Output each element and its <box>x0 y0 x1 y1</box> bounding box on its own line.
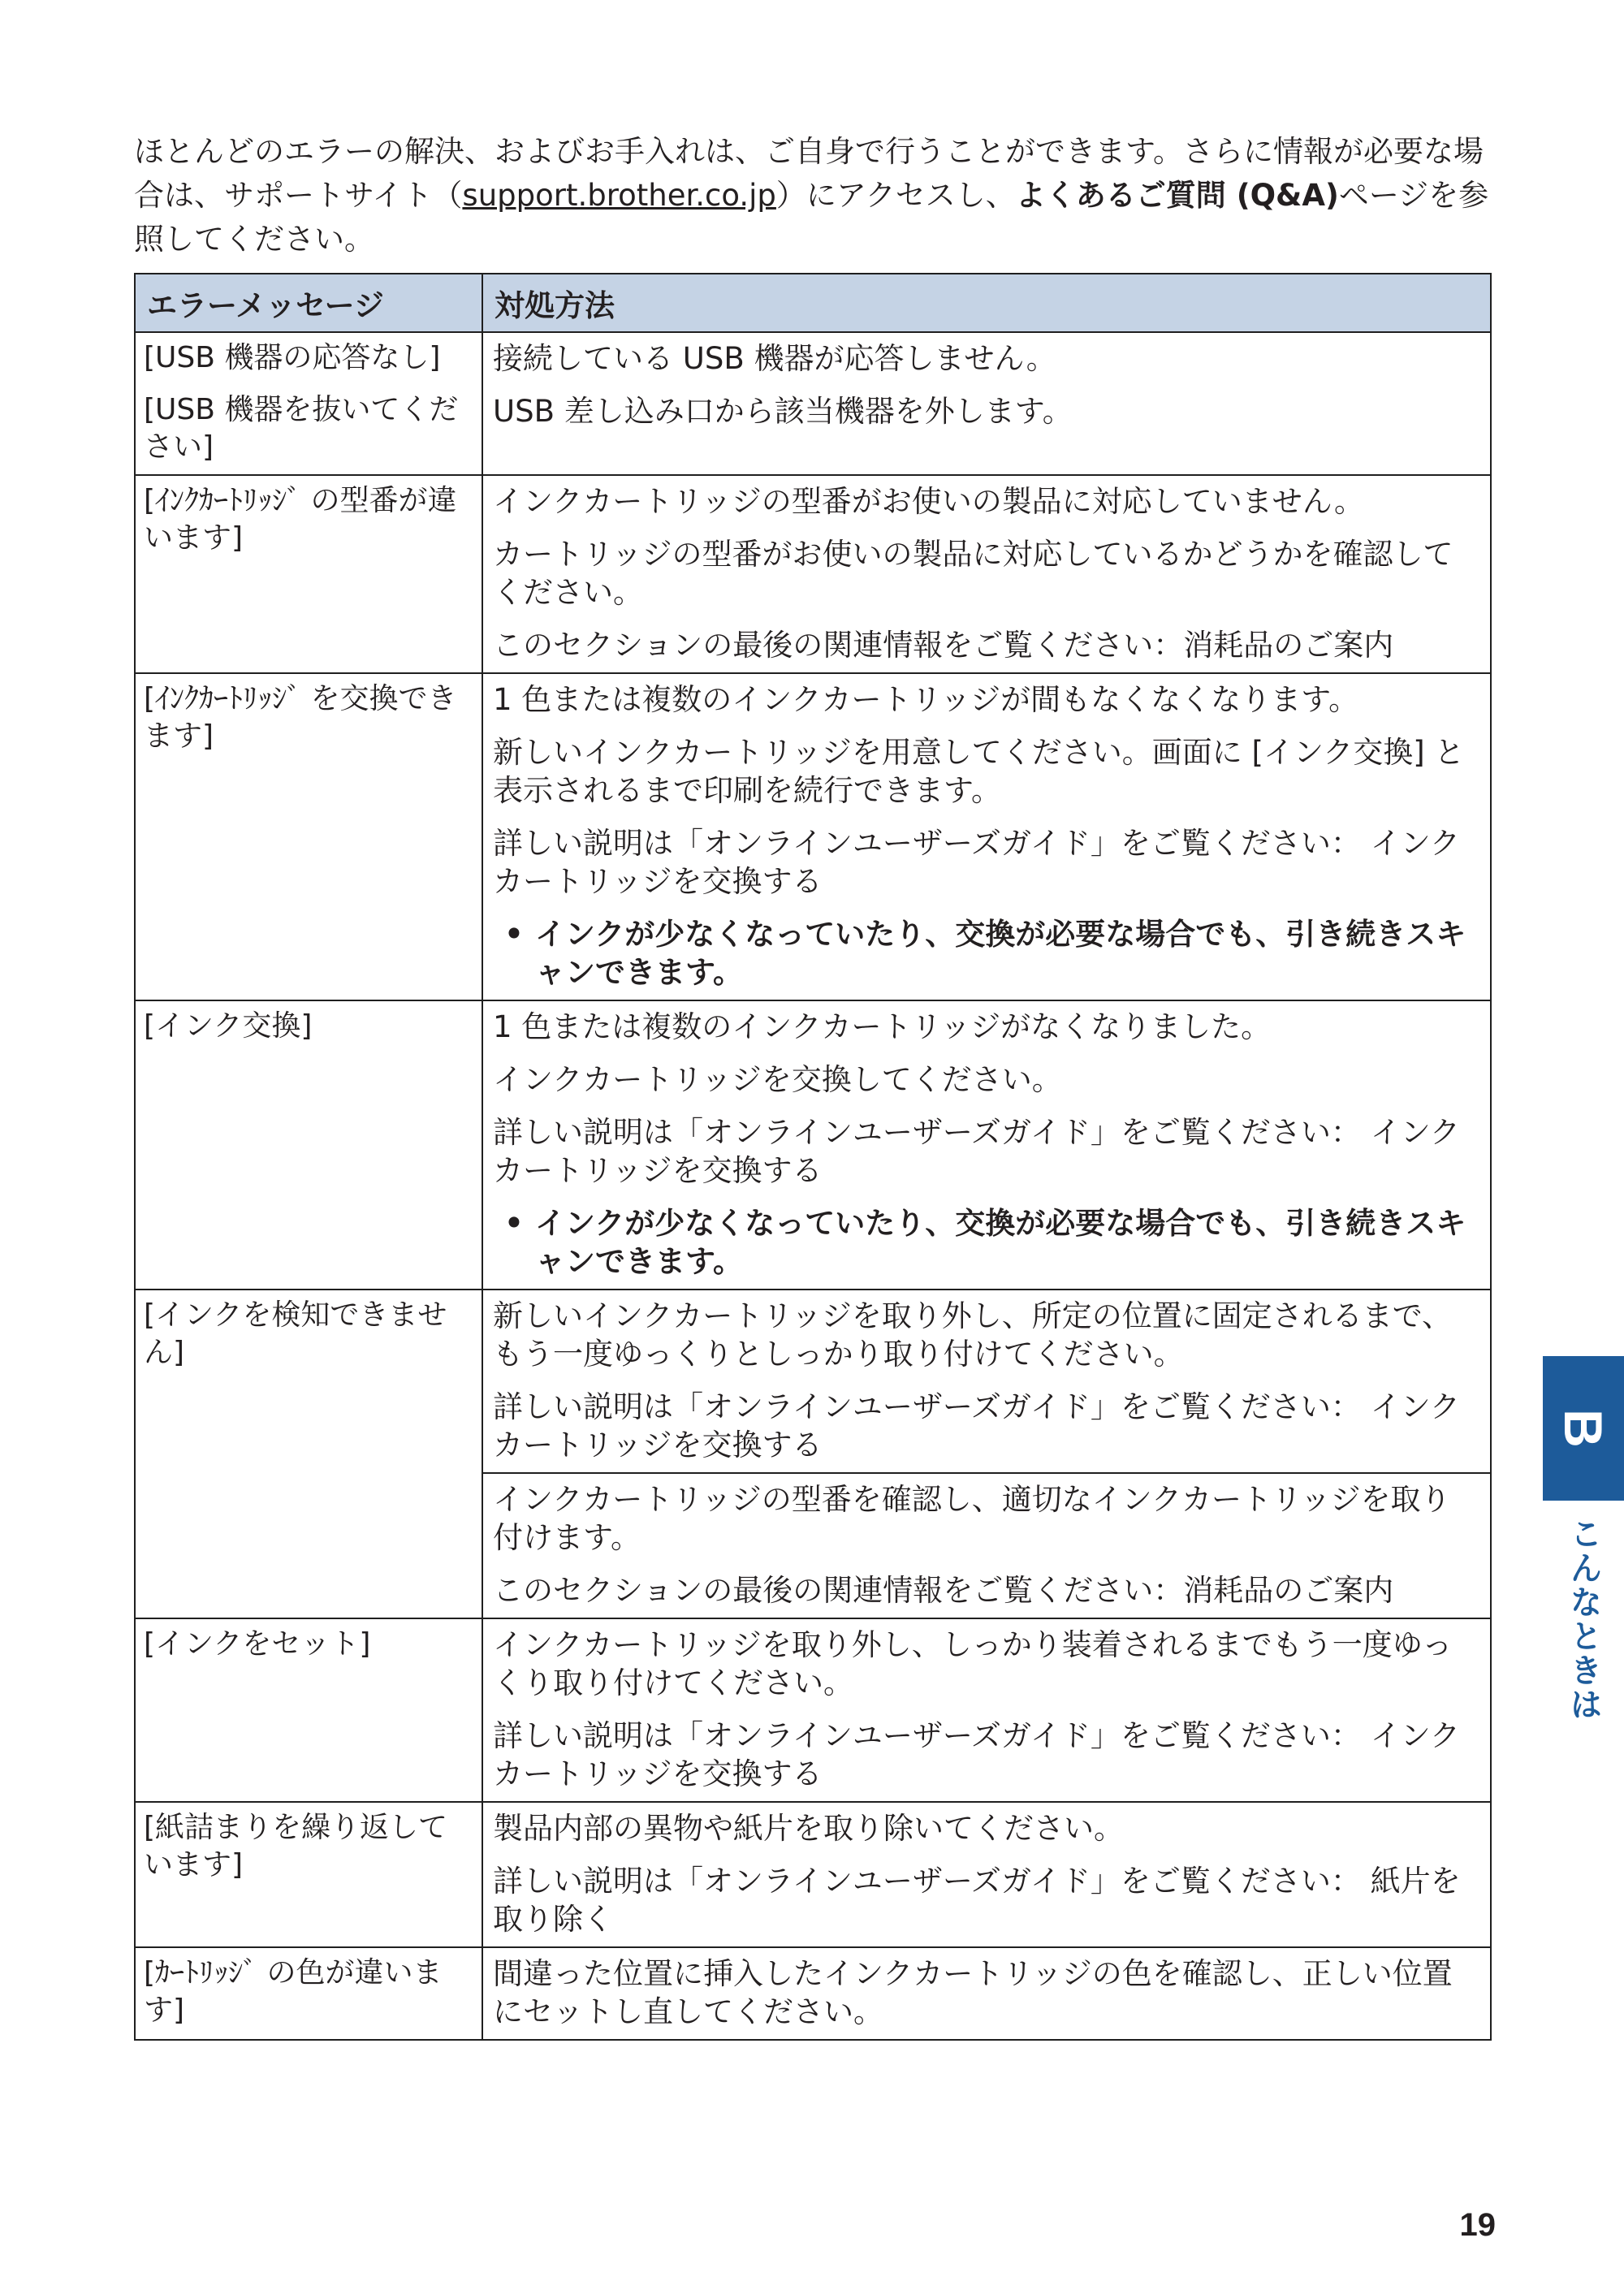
error-message-text: [ｲﾝｸｶｰﾄﾘｯｼﾞ を交換できます] <box>144 682 457 753</box>
error-message-cell <box>135 332 482 475</box>
table-row <box>135 475 1491 673</box>
error-message-table <box>134 273 1492 2041</box>
table-row <box>135 673 1491 1000</box>
remedy-text: このセクションの最後の関連情報をご覧ください：消耗品のご案内 <box>493 1573 1394 1608</box>
bullet-icon: • <box>504 1206 524 1241</box>
remedy-cell <box>482 673 1491 1000</box>
table-row <box>135 1618 1491 1802</box>
error-message-text: [紙詰まりを繰り返しています] <box>144 1811 448 1881</box>
remedy-text: インクカートリッジを取り外し、しっかり装着されるまでもう一度ゆっくり取り付けてください。 <box>493 1627 1453 1700</box>
bullet-icon: • <box>504 917 524 952</box>
remedy-text: 新しいインクカートリッジを取り外し、所定の位置に固定されるまで、もう一度ゆっくりとしっかり取り付けてください。 <box>493 1298 1453 1372</box>
table-header-row <box>135 274 1491 332</box>
error-message-text: [インクを検知できません] <box>144 1298 447 1369</box>
support-link[interactable]: support.brother.co.jp <box>462 178 776 213</box>
error-message-text: [ｲﾝｸｶｰﾄﾘｯｼﾞ の型番が違います] <box>144 484 457 555</box>
remedy-text: 1 色または複数のインクカートリッジがなくなりました。 <box>493 1009 1272 1044</box>
error-message-cell <box>135 1290 482 1618</box>
error-message-cell <box>135 1947 482 2040</box>
error-message-cell <box>135 673 482 1000</box>
remedy-text: 詳しい説明は「オンラインユーザーズガイド」をご覧ください： 紙片を取り除く <box>493 1864 1461 1937</box>
section-tab-label: こんなときは <box>1565 1517 1602 1722</box>
remedy-text: 詳しい説明は「オンラインユーザーズガイド」をご覧ください： インクカートリッジを交換する <box>493 826 1460 899</box>
remedy-text: 1 色または複数のインクカートリッジが間もなくなくなります。 <box>493 682 1359 717</box>
remedy-text: カートリッジの型番がお使いの製品に対応しているかどうかを確認してください。 <box>493 537 1453 610</box>
error-message-text: [インクをセット] <box>144 1627 371 1661</box>
error-message-cell <box>135 1000 482 1290</box>
remedy-note <box>493 915 1480 991</box>
remedy-text: 詳しい説明は「オンラインユーザーズガイド」をご覧ください： インクカートリッジを交換する <box>493 1718 1460 1791</box>
error-message-text: [USB 機器を抜いてください] <box>144 393 459 464</box>
remedy-cell <box>482 332 1491 475</box>
error-message-cell <box>135 475 482 673</box>
remedy-cell <box>482 1802 1491 1947</box>
intro-text-after: ページを参照してください。 <box>134 178 1489 257</box>
page-number: 19 <box>1459 2207 1496 2243</box>
section-tab-letter: B <box>1553 1409 1613 1448</box>
error-message-text: [USB 機器の応答なし] <box>144 341 441 374</box>
section-tab <box>1543 1356 1624 1501</box>
remedy-text: 接続している USB 機器が応答しません。 <box>493 341 1056 376</box>
remedy-cell <box>482 1290 1491 1473</box>
table-row <box>135 332 1491 475</box>
remedy-text: インクカートリッジの型番がお使いの製品に対応していません。 <box>493 484 1364 519</box>
remedy-cell <box>482 1000 1491 1290</box>
error-message-text: [ｶｰﾄﾘｯｼﾞ の色が違います] <box>144 1956 443 2027</box>
remedy-text: 間違った位置に挿入したインクカートリッジの色を確認し、正しい位置にセットし直してください。 <box>493 1956 1453 2029</box>
header-remedy: 対処方法 <box>482 274 1491 332</box>
remedy-text: 製品内部の異物や紙片を取り除いてください。 <box>493 1811 1124 1846</box>
error-message-cell <box>135 1802 482 1947</box>
error-message-text: [インク交換] <box>144 1009 313 1043</box>
faq-bold-text: よくあるご質問 (Q&A) <box>1015 178 1339 213</box>
remedy-note-text: インクが少なくなっていたり、交換が必要な場合でも、引き続きスキャンできます。 <box>535 917 1466 990</box>
remedy-cell <box>482 1947 1491 2040</box>
table-body <box>135 332 1491 2040</box>
remedy-text: 詳しい説明は「オンラインユーザーズガイド」をご覧ください： インクカートリッジを交換する <box>493 1115 1460 1188</box>
remedy-text: 新しいインクカートリッジを用意してください。画面に [インク交換] と表示されるまで印刷を続行できます。 <box>493 735 1465 808</box>
remedy-note <box>493 1204 1480 1281</box>
remedy-text: インクカートリッジの型番を確認し、適切なインクカートリッジを取り付けます。 <box>493 1482 1451 1555</box>
remedy-cell <box>482 475 1491 673</box>
remedy-note-text: インクが少なくなっていたり、交換が必要な場合でも、引き続きスキャンできます。 <box>535 1206 1466 1279</box>
remedy-text: 詳しい説明は「オンラインユーザーズガイド」をご覧ください： インクカートリッジを交換する <box>493 1389 1460 1462</box>
intro-text-before: ほとんどのエラーの解決、およびお手入れは、ご自身で行うことができます。さらに情報が必要な場合は、サポートサイト（ <box>134 134 1484 213</box>
remedy-cell <box>482 1473 1491 1618</box>
remedy-text: このセクションの最後の関連情報をご覧ください：消耗品のご案内 <box>493 628 1394 663</box>
remedy-text: インクカートリッジを交換してください。 <box>493 1062 1062 1097</box>
table-row <box>135 1290 1491 1473</box>
table-row <box>135 1947 1491 2040</box>
header-error-message: エラーメッセージ <box>135 274 482 332</box>
intro-text-middle: ）にアクセスし、 <box>775 178 1016 213</box>
error-message-cell <box>135 1618 482 1802</box>
table-row <box>135 1000 1491 1290</box>
intro-paragraph <box>134 130 1498 261</box>
remedy-cell <box>482 1618 1491 1802</box>
remedy-text: USB 差し込み口から該当機器を外します。 <box>493 394 1073 429</box>
table-row <box>135 1802 1491 1947</box>
